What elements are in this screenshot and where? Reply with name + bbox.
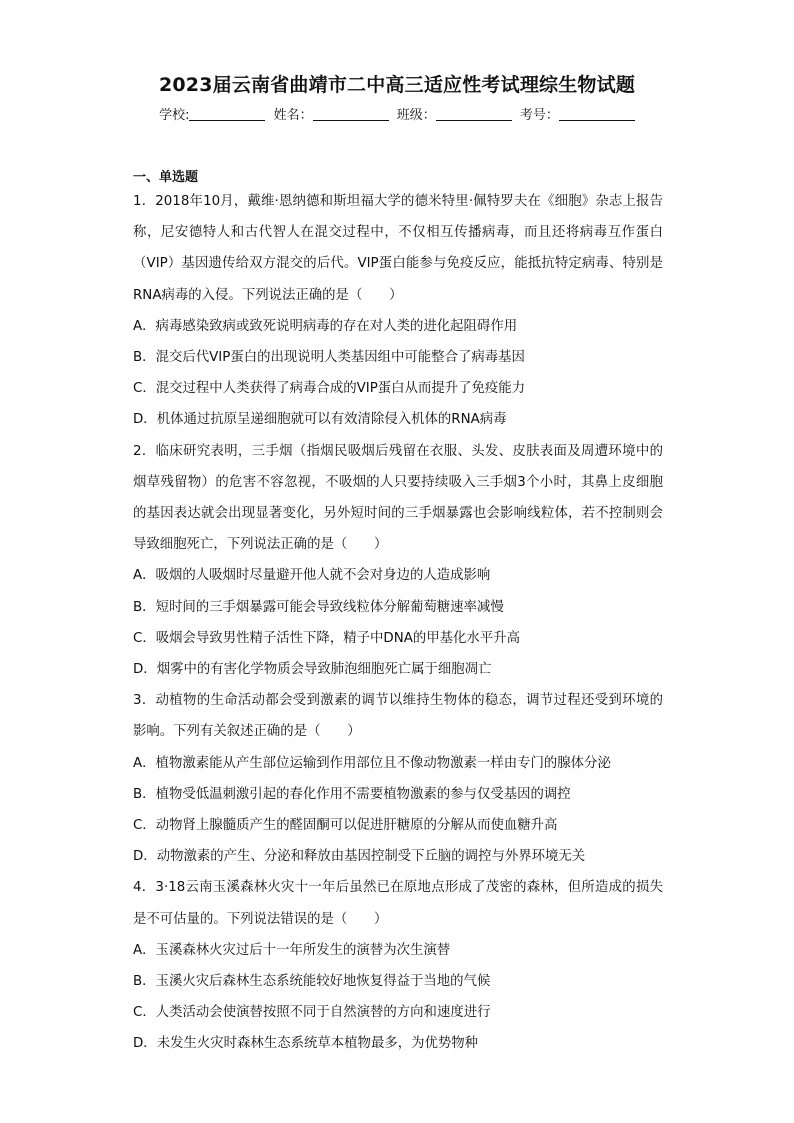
question-3-stem: 3．动植物的生命活动都会受到激素的调节以维持生物体的稳态，调节过程还受到环境的影响。下列有关叙述正确的是（ ） xyxy=(133,693,663,740)
question-3-option-c[interactable]: C．动物肾上腺髓质产生的醛固酮可以促进肝糖原的分解从而使血糖升高 xyxy=(133,818,558,834)
question-4-stem: 4．3·18云南玉溪森林火灾十一年后虽然已在原地点形成了茂密的森林，但所造成的损失是不可估量的。下列说法错误的是（ ） xyxy=(133,880,663,927)
class-field[interactable] xyxy=(397,104,512,123)
question-1 xyxy=(133,186,663,436)
question-3-option-d[interactable]: D．动物激素的产生、分泌和释放由基因控制受下丘脑的调控与外界环境无关 xyxy=(133,849,586,865)
question-4-option-b[interactable]: B．玉溪火灾后森林生态系统能较好地恢复得益于当地的气候 xyxy=(133,974,491,990)
class-label: 班级： xyxy=(396,108,436,123)
name-label: 姓名： xyxy=(273,108,313,123)
question-1-option-a[interactable]: A．病毒感染致病或致死说明病毒的存在对人类的进化起阻碍作用 xyxy=(133,318,518,334)
question-4 xyxy=(133,872,663,1059)
question-2 xyxy=(133,436,663,686)
question-2-option-d[interactable]: D．烟雾中的有害化学物质会导致肺泡细胞死亡属于细胞凋亡 xyxy=(133,662,492,678)
question-3 xyxy=(133,685,663,872)
school-label: 学校: xyxy=(159,108,190,123)
question-1-option-c[interactable]: C．混交过程中人类获得了病毒合成的VIP蛋白从而提升了免疫能力 xyxy=(133,381,526,397)
exam-number-label: 考号： xyxy=(519,108,559,123)
question-2-option-b[interactable]: B．短时间的三手烟暴露可能会导致线粒体分解葡萄糖速率减慢 xyxy=(133,599,504,615)
question-1-option-b[interactable]: B．混交后代VIP蛋白的出现说明人类基因组中可能整合了病毒基因 xyxy=(133,350,525,366)
school-blank[interactable] xyxy=(189,108,265,121)
section-heading: 一、单选题 xyxy=(133,170,199,185)
student-info-row xyxy=(0,104,794,123)
name-field[interactable] xyxy=(274,104,389,123)
exam-title: 2023届云南省曲靖市二中高三适应性考试理综生物试题 xyxy=(158,74,636,96)
school-field[interactable] xyxy=(159,104,265,123)
question-3-option-a[interactable]: A．植物激素能从产生部位运输到作用部位且不像动物激素一样由专门的腺体分泌 xyxy=(133,755,611,771)
question-3-option-b[interactable]: B．植物受低温刺激引起的春化作用不需要植物激素的参与仅受基因的调控 xyxy=(133,786,571,802)
question-4-option-a[interactable]: A．玉溪森林火灾过后十一年所发生的演替为次生演替 xyxy=(133,942,451,958)
name-blank[interactable] xyxy=(313,108,389,121)
question-2-option-c[interactable]: C．吸烟会导致男性精子活性下降，精子中DNA的甲基化水平升高 xyxy=(133,630,520,646)
exam-number-blank[interactable] xyxy=(559,108,635,121)
question-1-stem: 1．2018年10月，戴维·恩纳德和斯坦福大学的德米特里·佩特罗夫在《细胞》杂志上报告称，尼安德特人和古代智人在混交过程中，不仅相互传播病毒，而且还将病毒互作蛋白（VIP）基因遗传给双方混交的后代。VIP蛋白能参与免疫反应，能抵抗特定病毒、特别是RNA病毒的入侵。下列说法正确的是（ ） xyxy=(133,194,663,303)
question-2-stem: 2．临床研究表明，三手烟（指烟民吸烟后残留在衣服、头发、皮肤表面及周遭环境中的烟草残留物）的危害不容忽视，不吸烟的人只要持续吸入三手烟3个小时，其鼻上皮细胞的基因表达就会出现显著变化，另外短时间的三手烟暴露也会影响线粒体，若不控制则会导致细胞死亡，下列说法正确的是（ ） xyxy=(133,443,663,553)
question-4-option-d[interactable]: D．未发生火灾时森林生态系统草本植物最多，为优势物种 xyxy=(133,1036,479,1052)
question-4-option-c[interactable]: C．人类活动会使演替按照不同于自然演替的方向和速度进行 xyxy=(133,1005,491,1021)
question-list xyxy=(133,186,663,1060)
question-2-option-a[interactable]: A．吸烟的人吸烟时尽量避开他人就不会对身边的人造成影响 xyxy=(133,568,491,584)
exam-number-field[interactable] xyxy=(520,104,635,123)
question-1-option-d[interactable]: D．机体通过抗原呈递细胞就可以有效清除侵入机体的RNA病毒 xyxy=(133,412,507,428)
class-blank[interactable] xyxy=(436,108,512,121)
